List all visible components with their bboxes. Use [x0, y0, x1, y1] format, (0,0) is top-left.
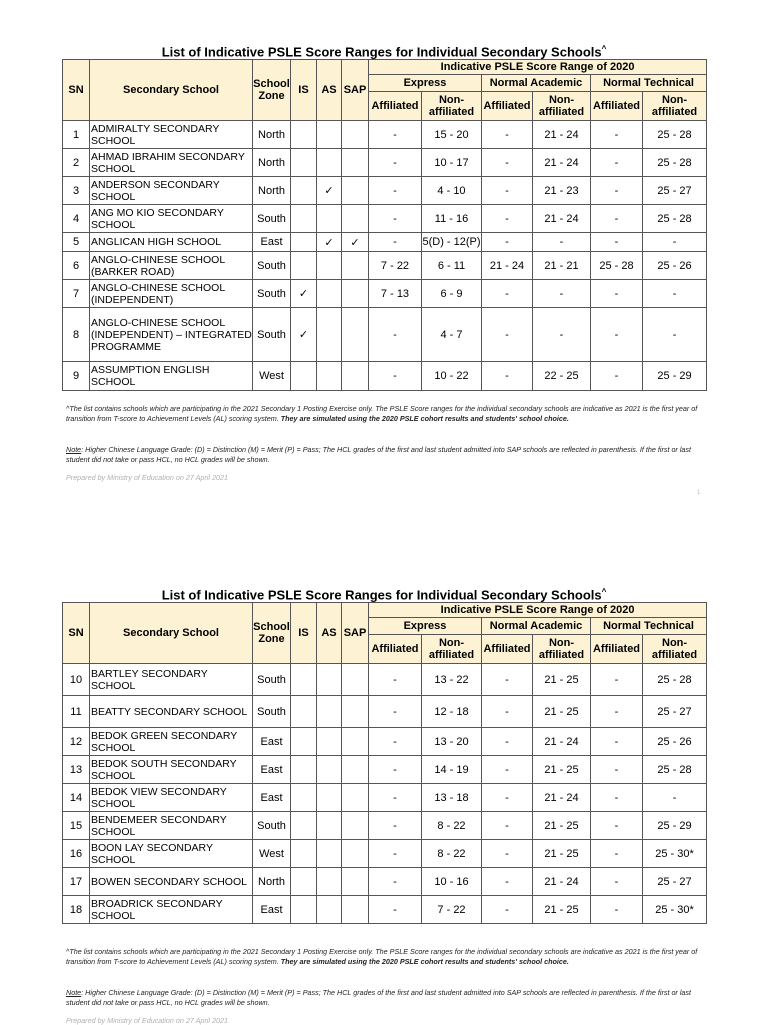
row-sn: 4 [63, 205, 90, 233]
na-affiliated: - [482, 233, 533, 252]
header-non-affiliated: Non-affiliated [533, 635, 591, 664]
express-affiliated: - [369, 868, 422, 896]
school-zone: East [253, 784, 291, 812]
school-name: BEDOK GREEN SECONDARY SCHOOL [90, 728, 253, 756]
header-is: IS [291, 603, 317, 664]
express-affiliated: - [369, 233, 422, 252]
nt-affiliated: - [591, 233, 643, 252]
nt-affiliated: - [591, 205, 643, 233]
school-zone: North [253, 868, 291, 896]
express-affiliated: - [369, 896, 422, 924]
note: Note: Higher Chinese Language Grade: (D) = Distinction (M) = Merit (P) = Pass; The HCL grades of the first and last student admitted into SAP schools are reflected in parenthesis. If the first or last student did not take or pass HCL, no HCL grades will be shown. [66, 445, 692, 464]
footnote: ^The list contains schools which are participating in the 2021 Secondary 1 Posting Exercise only. The PSLE Score ranges for the individual secondary schools are indicative as 2021 is the first year of transition from T-score to Achievement Levels (AL) scoring system. They are simulated using the 2020 PSLE cohort results and students' school choice. [66, 404, 698, 423]
express-non-affiliated: 11 - 16 [422, 205, 482, 233]
na-non-affiliated: 21 - 24 [533, 121, 591, 149]
table-row [63, 205, 707, 233]
sap-mark [342, 840, 369, 868]
school-zone: West [253, 362, 291, 391]
row-sn: 14 [63, 784, 90, 812]
is-mark [291, 121, 317, 149]
header-express: Express [369, 75, 482, 92]
na-non-affiliated: - [533, 233, 591, 252]
express-affiliated: - [369, 812, 422, 840]
header-non-affiliated: Non-affiliated [422, 92, 482, 121]
as-mark [317, 280, 342, 308]
as-mark [317, 784, 342, 812]
nt-affiliated: - [591, 362, 643, 391]
header-non-affiliated: Non-affiliated [422, 635, 482, 664]
school-zone: South [253, 696, 291, 728]
row-sn: 17 [63, 868, 90, 896]
header-non-affiliated: Non-affiliated [533, 92, 591, 121]
as-mark [317, 252, 342, 280]
na-affiliated: - [482, 280, 533, 308]
na-affiliated: - [482, 177, 533, 205]
row-sn: 16 [63, 840, 90, 868]
as-mark [317, 728, 342, 756]
header-as: AS [317, 603, 342, 664]
express-non-affiliated: 5(D) - 12(P) [422, 233, 482, 252]
sap-mark [342, 362, 369, 391]
na-affiliated: - [482, 812, 533, 840]
na-affiliated: - [482, 756, 533, 784]
express-affiliated: 7 - 22 [369, 252, 422, 280]
nt-affiliated: - [591, 840, 643, 868]
nt-affiliated: - [591, 177, 643, 205]
na-affiliated: - [482, 362, 533, 391]
express-non-affiliated: 10 - 17 [422, 149, 482, 177]
sap-mark [342, 664, 369, 696]
row-sn: 3 [63, 177, 90, 205]
sap-mark [342, 308, 369, 362]
school-name: ADMIRALTY SECONDARY SCHOOL [90, 121, 253, 149]
prepared-by: Prepared by Ministry of Education on 27 April 2021 [66, 1016, 228, 1025]
na-non-affiliated: 21 - 25 [533, 896, 591, 924]
footnote: ^The list contains schools which are participating in the 2021 Secondary 1 Posting Exercise only. The PSLE Score ranges for the individual secondary schools are indicative as 2021 is the first year of transition from T-score to Achievement Levels (AL) scoring system. They are simulated using the 2020 PSLE cohort results and students' school choice. [66, 947, 698, 966]
as-mark [317, 149, 342, 177]
na-non-affiliated: 21 - 24 [533, 149, 591, 177]
table-row [63, 840, 707, 868]
row-sn: 7 [63, 280, 90, 308]
school-name: BROADRICK SECONDARY SCHOOL [90, 896, 253, 924]
school-name: ANGLICAN HIGH SCHOOL [90, 233, 253, 252]
is-mark: ✓ [291, 308, 317, 362]
school-zone: South [253, 308, 291, 362]
header-sap: SAP [342, 603, 369, 664]
table-row [63, 308, 707, 362]
row-sn: 10 [63, 664, 90, 696]
header-express: Express [369, 618, 482, 635]
as-mark [317, 756, 342, 784]
na-non-affiliated: 21 - 25 [533, 756, 591, 784]
page-number: 1 [697, 490, 701, 496]
nt-affiliated: - [591, 664, 643, 696]
express-affiliated: - [369, 840, 422, 868]
na-affiliated: - [482, 205, 533, 233]
row-sn: 18 [63, 896, 90, 924]
page-title: List of Indicative PSLE Score Ranges for Individual Secondary Schools^ [161, 587, 607, 603]
express-non-affiliated: 6 - 9 [422, 280, 482, 308]
express-non-affiliated: 10 - 16 [422, 868, 482, 896]
is-mark [291, 664, 317, 696]
header-range: Indicative PSLE Score Range of 2020 [369, 603, 707, 618]
nt-affiliated: - [591, 696, 643, 728]
nt-non-affiliated: 25 - 27 [643, 868, 707, 896]
nt-non-affiliated: 25 - 29 [643, 362, 707, 391]
na-affiliated: - [482, 784, 533, 812]
na-affiliated: - [482, 840, 533, 868]
nt-non-affiliated: 25 - 28 [643, 756, 707, 784]
nt-non-affiliated: 25 - 28 [643, 121, 707, 149]
as-mark: ✓ [317, 233, 342, 252]
na-non-affiliated: 21 - 24 [533, 868, 591, 896]
na-non-affiliated: 21 - 25 [533, 812, 591, 840]
express-non-affiliated: 13 - 22 [422, 664, 482, 696]
note: Note: Higher Chinese Language Grade: (D) = Distinction (M) = Merit (P) = Pass; The HCL grades of the first and last student admitted into SAP schools are reflected in parenthesis. If the first or last student did not take or pass HCL, no HCL grades will be shown. [66, 988, 692, 1007]
na-affiliated: - [482, 664, 533, 696]
nt-affiliated: - [591, 149, 643, 177]
as-mark [317, 121, 342, 149]
table-row [63, 664, 707, 696]
header-affiliated: Affiliated [482, 635, 533, 664]
school-name: ASSUMPTION ENGLISH SCHOOL [90, 362, 253, 391]
nt-affiliated: - [591, 896, 643, 924]
is-mark [291, 784, 317, 812]
is-mark [291, 728, 317, 756]
is-mark [291, 696, 317, 728]
express-non-affiliated: 10 - 22 [422, 362, 482, 391]
express-affiliated: - [369, 784, 422, 812]
is-mark [291, 868, 317, 896]
header-as: AS [317, 60, 342, 121]
header-affiliated: Affiliated [369, 635, 422, 664]
sap-mark [342, 784, 369, 812]
is-mark [291, 205, 317, 233]
express-non-affiliated: 4 - 10 [422, 177, 482, 205]
express-affiliated: - [369, 696, 422, 728]
as-mark: ✓ [317, 177, 342, 205]
express-non-affiliated: 6 - 11 [422, 252, 482, 280]
nt-affiliated: - [591, 121, 643, 149]
row-sn: 5 [63, 233, 90, 252]
header-range: Indicative PSLE Score Range of 2020 [369, 60, 707, 75]
na-non-affiliated: 21 - 24 [533, 784, 591, 812]
header-normal-technical: Normal Technical [591, 618, 707, 635]
school-name: BEDOK VIEW SECONDARY SCHOOL [90, 784, 253, 812]
row-sn: 11 [63, 696, 90, 728]
header-affiliated: Affiliated [591, 92, 643, 121]
school-name: BEDOK SOUTH SECONDARY SCHOOL [90, 756, 253, 784]
na-affiliated: 21 - 24 [482, 252, 533, 280]
nt-non-affiliated: 25 - 27 [643, 696, 707, 728]
na-non-affiliated: 21 - 21 [533, 252, 591, 280]
row-sn: 15 [63, 812, 90, 840]
header-normal-academic: Normal Academic [482, 75, 591, 92]
express-non-affiliated: 4 - 7 [422, 308, 482, 362]
sap-mark [342, 252, 369, 280]
header-school: Secondary School [90, 60, 253, 121]
na-affiliated: - [482, 308, 533, 362]
table-row [63, 177, 707, 205]
header-affiliated: Affiliated [369, 92, 422, 121]
school-zone: South [253, 664, 291, 696]
sap-mark [342, 280, 369, 308]
table-row [63, 756, 707, 784]
school-zone: South [253, 205, 291, 233]
sap-mark [342, 696, 369, 728]
nt-non-affiliated: 25 - 26 [643, 728, 707, 756]
table-row [63, 812, 707, 840]
header-sn: SN [63, 60, 90, 121]
row-sn: 9 [63, 362, 90, 391]
header-affiliated: Affiliated [482, 92, 533, 121]
is-mark [291, 812, 317, 840]
express-non-affiliated: 13 - 20 [422, 728, 482, 756]
page-title: List of Indicative PSLE Score Ranges for Individual Secondary Schools^ [161, 44, 607, 60]
row-sn: 8 [63, 308, 90, 362]
na-affiliated: - [482, 149, 533, 177]
nt-non-affiliated: 25 - 28 [643, 664, 707, 696]
school-name: BEATTY SECONDARY SCHOOL [90, 696, 253, 728]
header-zone: School Zone [253, 60, 291, 121]
header-sn: SN [63, 603, 90, 664]
is-mark [291, 756, 317, 784]
express-affiliated: - [369, 362, 422, 391]
school-zone: East [253, 233, 291, 252]
is-mark: ✓ [291, 280, 317, 308]
na-non-affiliated: - [533, 280, 591, 308]
nt-non-affiliated: 25 - 28 [643, 149, 707, 177]
header-school: Secondary School [90, 603, 253, 664]
row-sn: 2 [63, 149, 90, 177]
table-row [63, 149, 707, 177]
school-name: BOWEN SECONDARY SCHOOL [90, 868, 253, 896]
express-affiliated: - [369, 728, 422, 756]
nt-affiliated: - [591, 756, 643, 784]
express-non-affiliated: 15 - 20 [422, 121, 482, 149]
school-name: ANG MO KIO SECONDARY SCHOOL [90, 205, 253, 233]
nt-non-affiliated: 25 - 29 [643, 812, 707, 840]
nt-non-affiliated: 25 - 28 [643, 205, 707, 233]
table-row [63, 280, 707, 308]
na-affiliated: - [482, 896, 533, 924]
na-affiliated: - [482, 728, 533, 756]
express-affiliated: - [369, 205, 422, 233]
nt-non-affiliated: - [643, 784, 707, 812]
sap-mark [342, 121, 369, 149]
sap-mark [342, 728, 369, 756]
school-name: ANGLO-CHINESE SCHOOL (BARKER ROAD) [90, 252, 253, 280]
school-zone: South [253, 280, 291, 308]
sap-mark [342, 812, 369, 840]
express-affiliated: - [369, 308, 422, 362]
express-affiliated: - [369, 756, 422, 784]
school-name: ANGLO-CHINESE SCHOOL (INDEPENDENT) [90, 280, 253, 308]
header-is: IS [291, 60, 317, 121]
score-table [62, 602, 707, 924]
row-sn: 1 [63, 121, 90, 149]
express-non-affiliated: 14 - 19 [422, 756, 482, 784]
nt-non-affiliated: 25 - 30* [643, 840, 707, 868]
as-mark [317, 362, 342, 391]
nt-non-affiliated: 25 - 30* [643, 896, 707, 924]
is-mark [291, 177, 317, 205]
sap-mark [342, 896, 369, 924]
sap-mark [342, 756, 369, 784]
sap-mark: ✓ [342, 233, 369, 252]
as-mark [317, 840, 342, 868]
nt-affiliated: - [591, 728, 643, 756]
table-row [63, 868, 707, 896]
nt-non-affiliated: - [643, 308, 707, 362]
is-mark [291, 252, 317, 280]
sap-mark [342, 868, 369, 896]
as-mark [317, 696, 342, 728]
is-mark [291, 896, 317, 924]
table-row [63, 362, 707, 391]
na-non-affiliated: 22 - 25 [533, 362, 591, 391]
school-zone: South [253, 812, 291, 840]
na-non-affiliated: 21 - 23 [533, 177, 591, 205]
as-mark [317, 812, 342, 840]
school-name: BARTLEY SECONDARY SCHOOL [90, 664, 253, 696]
sap-mark [342, 177, 369, 205]
school-name: ANDERSON SECONDARY SCHOOL [90, 177, 253, 205]
as-mark [317, 308, 342, 362]
na-non-affiliated: - [533, 308, 591, 362]
nt-affiliated: 25 - 28 [591, 252, 643, 280]
header-affiliated: Affiliated [591, 635, 643, 664]
school-zone: East [253, 728, 291, 756]
school-zone: North [253, 121, 291, 149]
row-sn: 6 [63, 252, 90, 280]
express-non-affiliated: 8 - 22 [422, 812, 482, 840]
express-non-affiliated: 8 - 22 [422, 840, 482, 868]
nt-non-affiliated: 25 - 26 [643, 252, 707, 280]
express-affiliated: - [369, 149, 422, 177]
table-row [63, 121, 707, 149]
express-affiliated: - [369, 121, 422, 149]
na-non-affiliated: 21 - 24 [533, 205, 591, 233]
school-zone: South [253, 252, 291, 280]
sap-mark [342, 205, 369, 233]
nt-affiliated: - [591, 868, 643, 896]
school-name: AHMAD IBRAHIM SECONDARY SCHOOL [90, 149, 253, 177]
as-mark [317, 868, 342, 896]
nt-affiliated: - [591, 280, 643, 308]
table-row [63, 896, 707, 924]
school-zone: North [253, 177, 291, 205]
sap-mark [342, 149, 369, 177]
na-affiliated: - [482, 868, 533, 896]
is-mark [291, 149, 317, 177]
table-row [63, 784, 707, 812]
header-zone: School Zone [253, 603, 291, 664]
nt-non-affiliated: 25 - 27 [643, 177, 707, 205]
school-zone: North [253, 149, 291, 177]
is-mark [291, 362, 317, 391]
as-mark [317, 664, 342, 696]
is-mark [291, 233, 317, 252]
school-name: BOON LAY SECONDARY SCHOOL [90, 840, 253, 868]
na-affiliated: - [482, 696, 533, 728]
table-row [63, 233, 707, 252]
express-affiliated: - [369, 664, 422, 696]
na-non-affiliated: 21 - 25 [533, 840, 591, 868]
school-name: ANGLO-CHINESE SCHOOL (INDEPENDENT) – INTEGRATED PROGRAMME [90, 308, 253, 362]
score-table [62, 59, 707, 391]
header-normal-technical: Normal Technical [591, 75, 707, 92]
table-row [63, 728, 707, 756]
is-mark [291, 840, 317, 868]
na-non-affiliated: 21 - 24 [533, 728, 591, 756]
nt-affiliated: - [591, 812, 643, 840]
row-sn: 12 [63, 728, 90, 756]
nt-affiliated: - [591, 784, 643, 812]
row-sn: 13 [63, 756, 90, 784]
school-zone: East [253, 896, 291, 924]
na-non-affiliated: 21 - 25 [533, 696, 591, 728]
school-name: BENDEMEER SECONDARY SCHOOL [90, 812, 253, 840]
prepared-by: Prepared by Ministry of Education on 27 April 2021 [66, 473, 228, 482]
nt-affiliated: - [591, 308, 643, 362]
school-zone: East [253, 756, 291, 784]
express-non-affiliated: 7 - 22 [422, 896, 482, 924]
express-affiliated: 7 - 13 [369, 280, 422, 308]
table-row [63, 696, 707, 728]
table-row [63, 252, 707, 280]
express-non-affiliated: 12 - 18 [422, 696, 482, 728]
header-non-affiliated: Non-affiliated [643, 92, 707, 121]
header-non-affiliated: Non-affiliated [643, 635, 707, 664]
as-mark [317, 205, 342, 233]
header-normal-academic: Normal Academic [482, 618, 591, 635]
as-mark [317, 896, 342, 924]
na-non-affiliated: 21 - 25 [533, 664, 591, 696]
school-zone: West [253, 840, 291, 868]
express-affiliated: - [369, 177, 422, 205]
nt-non-affiliated: - [643, 280, 707, 308]
header-sap: SAP [342, 60, 369, 121]
nt-non-affiliated: - [643, 233, 707, 252]
na-affiliated: - [482, 121, 533, 149]
express-non-affiliated: 13 - 18 [422, 784, 482, 812]
